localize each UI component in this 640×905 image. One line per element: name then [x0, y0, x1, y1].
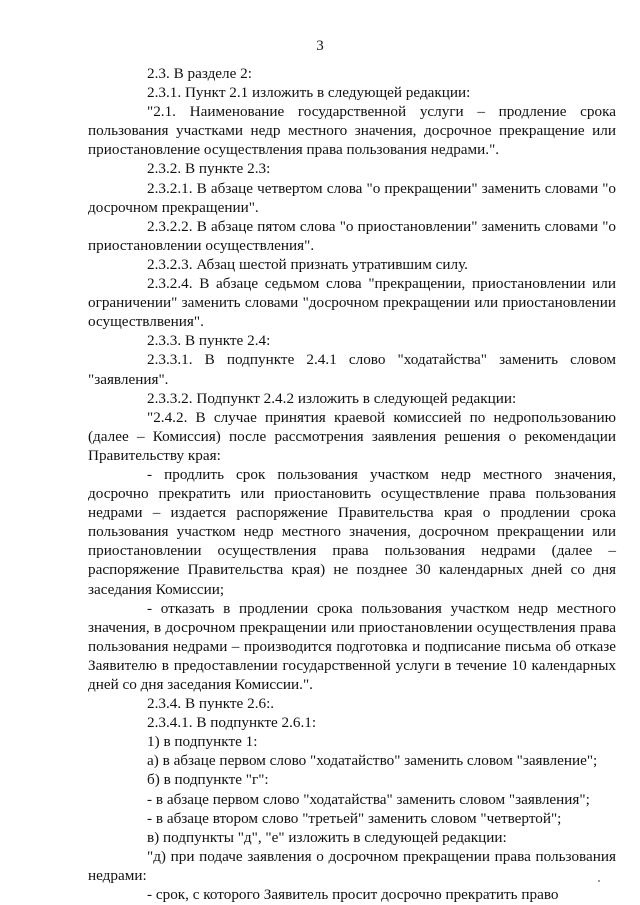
paragraph-bullet-first: - в абзаце первом слово "ходатайства" заменить словом "заявления"; [147, 790, 590, 808]
paragraph-2-3-2: 2.3.2. В пункте 2.3: [147, 160, 271, 178]
paragraph-2-3-2-2: 2.3.2.2. В абзаце пятом слова "о приостановлении" заменить словами "о приостановлении осуществления". [88, 217, 616, 254]
paragraph-quote-2-4-2: "2.4.2. В случае принятия краевой комиссией по недропользованию (далее – Комиссия) после рассмотрения заявления решения о рекомендации Правительству края: [88, 408, 616, 464]
paragraph-2-3-1: 2.3.1. Пункт 2.1 изложить в следующей редакции: [147, 84, 471, 102]
scan-speck [598, 880, 600, 882]
paragraph-bullet-term: - срок, с которого Заявитель просит досрочно прекратить право [147, 886, 559, 904]
paragraph-bullet-second: - в абзаце втором слово "третьей" заменить словом "четвертой"; [147, 809, 562, 827]
paragraph-quote-2-1: "2.1. Наименование государственной услуги – продление срока пользования участками недр местного значения, досрочное прекращение или приостановление осуществления права пользования недрами.". [88, 103, 616, 159]
paragraph-item-1: 1) в подпункте 1: [147, 733, 258, 751]
paragraph-2-3-2-3: 2.3.2.3. Абзац шестой признать утратившим силу. [147, 255, 468, 273]
paragraph-2-3-3: 2.3.3. В пункте 2.4: [147, 332, 271, 350]
paragraph-item-b: б) в подпункте "г": [147, 771, 269, 789]
paragraph-2-3-2-4: 2.3.2.4. В абзаце седьмом слова "прекращении, приостановлении или ограничении" заменить словами "досрочном прекращении или приостановлении осуществлвения". [88, 275, 616, 331]
paragraph-item-a: а) в абзаце первом слово "ходатайство" заменить словом "заявление"; [147, 752, 598, 770]
paragraph-quote-d: "д) при подаче заявления о досрочном прекращении права пользования недрами: [88, 847, 616, 884]
paragraph-2-3-3-2: 2.3.3.2. Подпункт 2.4.2 изложить в следующей редакции: [147, 389, 517, 407]
paragraph-bullet-extend: - продлить срок пользования участком недр местного значения, досрочно прекратить или приостановить осуществление права пользования недрами – издается распоряжение Правительства края о продлении срока пользования участком недр местного значения, досрочном прекращении или приостановлении осуществления права пользования недрами (далее – распоряжение Правительства края) не позднее 30 календарных дней со дня заседания Комиссии; [88, 465, 616, 598]
paragraph-section-2-3: 2.3. В разделе 2: [147, 65, 252, 82]
paragraph-item-v: в) подпункты "д", "е" изложить в следующей редакции: [147, 828, 507, 846]
paragraph-2-3-2-1: 2.3.2.1. В абзаце четвертом слова "о прекращении" заменить словами "о досрочном прекращении". [88, 179, 616, 216]
paragraph-2-3-3-1: 2.3.3.1. В подпункте 2.4.1 слово "ходатайства" заменить словом "заявления". [88, 351, 616, 388]
page-number: 3 [316, 38, 324, 54]
document-body [88, 64, 616, 904]
paragraph-bullet-refuse: - отказать в продлении срока пользования участком недр местного значения, в досрочном прекращении или приостановлении осуществления права пользования недрами – производится подготовка и подписание письма об отказе Заявителю в предоставлении государственной услуги в течение 10 календарных дней со дня заседания Комиссии.". [88, 599, 616, 693]
paragraph-2-3-4-1: 2.3.4.1. В подпункте 2.6.1: [147, 714, 317, 732]
paragraph-2-3-4: 2.3.4. В пункте 2.6:. [147, 695, 275, 713]
